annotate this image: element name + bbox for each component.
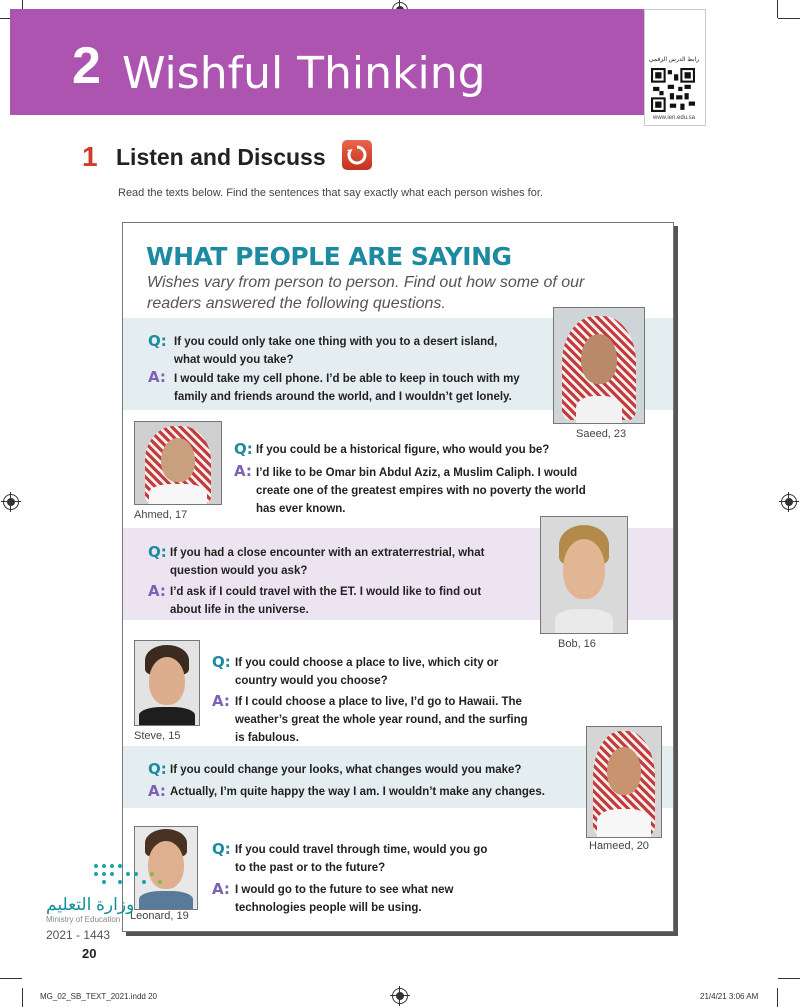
registration-mark-icon <box>3 494 19 510</box>
answer-text: I’d ask if I could travel with the ET. I would like to find out about life in the universe. <box>170 586 482 616</box>
answer-label: A: <box>148 782 166 800</box>
registration-mark-icon <box>392 988 408 1004</box>
portrait-caption: Ahmed, 17 <box>134 509 188 521</box>
answer-text: I’d like to be Omar bin Abdul Aziz, a Muslim Caliph. I would create one of the greatest empires with no poverty the world has ever known. <box>256 467 586 515</box>
portrait-saeed <box>553 307 645 424</box>
question-text: If you could only take one thing with you to a desert island, what would you take? <box>174 336 498 366</box>
answer-text: I would take my cell phone. I’d be able to keep in touch with my family and friends around the world, and I wouldn’t get lonely. <box>174 373 520 403</box>
crop-mark <box>777 988 778 1007</box>
question-label: Q: <box>148 760 167 778</box>
ministry-name-english: Ministry of Education <box>46 915 121 924</box>
file-slug: MG_02_SB_TEXT_2021.indd 20 <box>40 992 157 1001</box>
answer-text: If I could choose a place to live, I’d go to Hawaii. The weather’s great the whole year round, and the surfing is fabulous. <box>235 696 528 744</box>
crop-mark <box>777 0 778 18</box>
print-timestamp: 21/4/21 3:06 AM <box>700 992 759 1001</box>
crop-mark <box>778 978 800 979</box>
answer-label: A: <box>148 582 166 600</box>
portrait-bob <box>540 516 628 634</box>
answer-label: A: <box>148 368 166 386</box>
portrait-caption: Saeed, 23 <box>576 428 627 440</box>
portrait-caption: Leonard, 19 <box>130 910 189 922</box>
question-text: If you could travel through time, would you go to the past or to the future? <box>235 844 488 874</box>
question-label: Q: <box>212 653 231 671</box>
crop-mark <box>22 988 23 1007</box>
portrait-ahmed <box>134 421 222 505</box>
answer-label: A: <box>212 880 230 898</box>
question-text: If you could be a historical figure, who would you be? <box>256 444 550 456</box>
card-title: WHAT PEOPLE ARE SAYING <box>146 242 512 271</box>
answer-text: Actually, I’m quite happy the way I am. I wouldn’t make any changes. <box>170 786 545 798</box>
portrait-steve <box>134 640 200 726</box>
crop-mark <box>0 978 22 979</box>
question-label: Q: <box>148 543 167 561</box>
unit-number: 2 <box>72 37 101 95</box>
instructions: Read the texts below. Find the sentences that say exactly what each person wishes for. <box>118 187 543 199</box>
card-intro: Wishes vary from person to person. Find out how some of our readers answered the following questions. <box>147 274 585 312</box>
qr-url: www.ien.edu.sa <box>652 115 696 121</box>
ministry-logo-icon <box>92 860 172 890</box>
ministry-name-arabic: وزارة التعليم <box>46 895 135 914</box>
unit-title: Wishful Thinking <box>122 48 486 99</box>
portrait-caption: Bob, 16 <box>558 638 596 650</box>
section-number: 1 <box>82 141 98 172</box>
registration-mark-icon <box>781 494 797 510</box>
question-text: If you could change your looks, what changes would you make? <box>170 764 522 776</box>
crop-mark <box>778 18 800 19</box>
question-text: If you could choose a place to live, which city or country would you choose? <box>235 657 499 687</box>
portrait-caption: Hameed, 20 <box>589 840 649 852</box>
section-title: Listen and Discuss <box>116 144 326 170</box>
question-label: Q: <box>234 440 253 458</box>
question-label: Q: <box>148 332 167 350</box>
edition-year: 2021 - 1443 <box>46 928 111 942</box>
audio-play-icon[interactable] <box>342 140 372 170</box>
answer-label: A: <box>212 692 230 710</box>
question-text: If you had a close encounter with an extraterrestrial, what question would you ask? <box>170 547 485 577</box>
portrait-hameed <box>586 726 662 838</box>
question-label: Q: <box>212 840 231 858</box>
answer-text: I would go to the future to see what new technologies people will be using. <box>235 884 454 914</box>
qr-code-icon[interactable] <box>651 68 695 112</box>
answer-label: A: <box>234 462 252 480</box>
qr-label: رابط الدرس الرقمي <box>648 57 700 63</box>
page-number: 20 <box>82 946 97 961</box>
portrait-caption: Steve, 15 <box>134 730 181 742</box>
